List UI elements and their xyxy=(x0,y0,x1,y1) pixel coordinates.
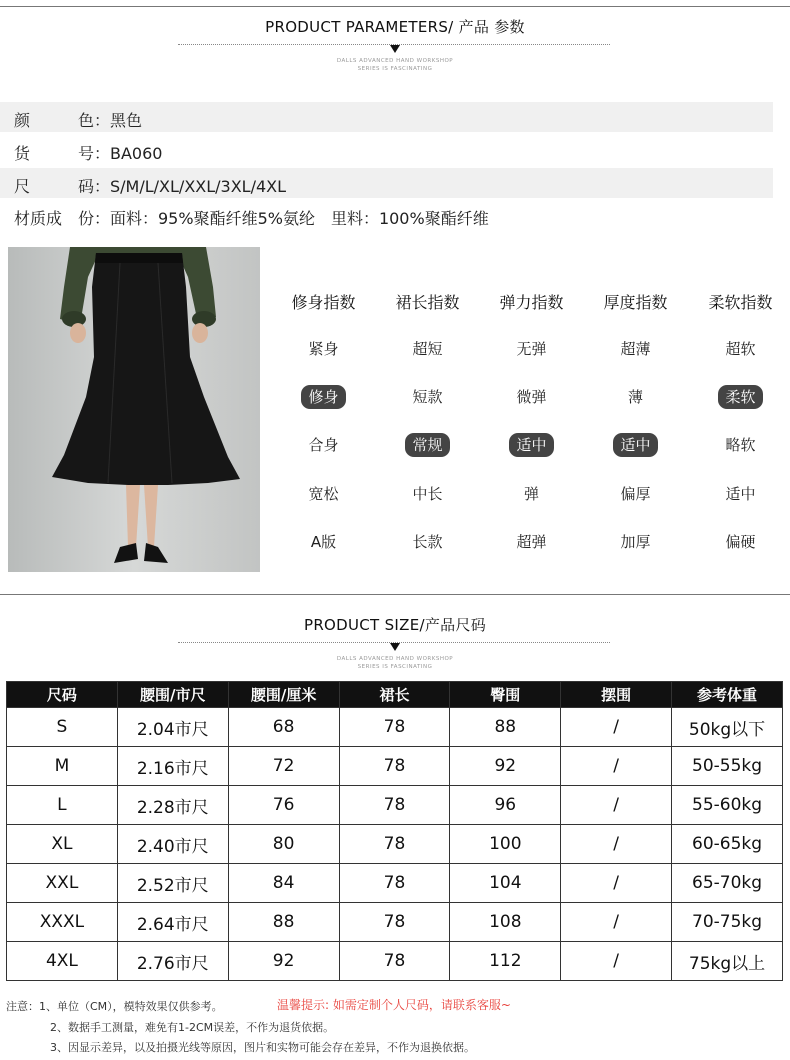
cell-waist-shichi: 2.76市尺 xyxy=(117,942,228,981)
index-option-label: 加厚 xyxy=(620,533,651,551)
index-option xyxy=(688,338,790,359)
cell-size: 4XL xyxy=(7,942,118,981)
index-option xyxy=(375,531,480,552)
index-option xyxy=(583,531,688,552)
index-option-label: 紧身 xyxy=(308,340,339,358)
product-photo xyxy=(8,247,260,572)
cell-waist-shichi: 2.04市尺 xyxy=(117,708,228,747)
header-length: 裙长 xyxy=(339,682,450,708)
index-header: 裙长指数 xyxy=(395,293,460,312)
table-row xyxy=(7,747,783,786)
index-option-label: 无弹 xyxy=(516,340,547,358)
cell-waist-shichi: 2.52市尺 xyxy=(117,864,228,903)
index-option-selected xyxy=(375,434,480,455)
index-option-selected xyxy=(271,386,376,407)
index-option-label: 超弹 xyxy=(516,533,547,551)
param-value: 份：面料：95%聚酯纤维5%氨纶 里料：100%聚酯纤维 xyxy=(78,209,489,228)
cell-weight: 55-60kg xyxy=(672,786,783,825)
cell-waist-shichi: 2.40市尺 xyxy=(117,825,228,864)
param-row-size xyxy=(0,168,773,198)
cell-weight: 65-70kg xyxy=(672,864,783,903)
header-size: 尺码 xyxy=(7,682,118,708)
param-value: 色：黑色 xyxy=(78,111,143,130)
cell-hip: 96 xyxy=(450,786,561,825)
parameters-title: PRODUCT PARAMETERS/ 产品 参数 xyxy=(265,18,525,36)
index-option-label: 弹 xyxy=(523,485,539,503)
index-option-selected xyxy=(688,386,790,407)
cell-weight: 50-55kg xyxy=(672,747,783,786)
cell-size: XXXL xyxy=(7,903,118,942)
cell-hem: / xyxy=(561,708,672,747)
index-option-label: 常规 xyxy=(405,433,449,457)
cell-hip: 104 xyxy=(450,864,561,903)
param-key: 尺 xyxy=(14,177,31,196)
index-option-label: 短款 xyxy=(412,388,443,406)
index-option-label: 长款 xyxy=(412,533,443,551)
micro-line-2: SERIES IS FASCINATING xyxy=(357,66,433,72)
cell-waist-cm: 72 xyxy=(228,747,339,786)
cell-waist-cm: 80 xyxy=(228,825,339,864)
param-key: 货 xyxy=(14,144,31,163)
middle-divider xyxy=(0,594,790,595)
down-triangle-icon xyxy=(390,45,400,53)
cell-size: M xyxy=(7,747,118,786)
param-row-item-number xyxy=(0,135,773,165)
cell-hip: 112 xyxy=(450,942,561,981)
header-hip: 臀围 xyxy=(450,682,561,708)
index-option xyxy=(688,434,790,455)
cell-size: XL xyxy=(7,825,118,864)
micro-line-1: DALLS ADVANCED HAND WORKSHOP xyxy=(336,58,454,64)
index-option xyxy=(688,531,790,552)
param-key: 颜 xyxy=(14,111,31,130)
cell-size: L xyxy=(7,786,118,825)
index-option-label: 宽松 xyxy=(308,485,339,503)
cell-hip: 92 xyxy=(450,747,561,786)
model-illustration xyxy=(8,247,260,572)
table-row xyxy=(7,864,783,903)
index-option xyxy=(583,386,688,407)
cell-waist-shichi: 2.28市尺 xyxy=(117,786,228,825)
table-row xyxy=(7,825,783,864)
index-option-label: 微弹 xyxy=(516,388,547,406)
index-option-label: 合身 xyxy=(308,436,339,454)
index-option-label: 略软 xyxy=(725,436,756,454)
cell-hem: / xyxy=(561,942,672,981)
note-line-2: 2、数据手工测量，难免有1-2CM误差，不作为退货依据。 xyxy=(50,1021,335,1034)
note-line-1: 注意：1、单位（CM），模特效果仅供参考。 xyxy=(6,1000,223,1013)
cell-waist-shichi: 2.16市尺 xyxy=(117,747,228,786)
index-option-label: 中长 xyxy=(412,485,443,503)
index-option xyxy=(375,338,480,359)
index-option xyxy=(271,531,376,552)
index-option xyxy=(375,386,480,407)
cell-length: 78 xyxy=(339,708,450,747)
cell-hip: 100 xyxy=(450,825,561,864)
custom-size-tip: 温馨提示: 如需定制个人尺码，请联系客服~ xyxy=(277,998,511,1012)
index-option xyxy=(479,386,584,407)
cell-size: S xyxy=(7,708,118,747)
index-option xyxy=(271,483,376,504)
cell-waist-shichi: 2.64市尺 xyxy=(117,903,228,942)
cell-size: XXL xyxy=(7,864,118,903)
index-option-selected xyxy=(583,434,688,455)
cell-waist-cm: 92 xyxy=(228,942,339,981)
cell-length: 78 xyxy=(339,864,450,903)
index-option-label: 适中 xyxy=(509,433,553,457)
brand-microtext xyxy=(0,57,790,73)
index-option-label: 修身 xyxy=(301,385,345,409)
index-option xyxy=(479,483,584,504)
param-value: 码：S/M/L/XL/XXL/3XL/4XL xyxy=(78,177,287,196)
cell-waist-cm: 84 xyxy=(228,864,339,903)
table-row xyxy=(7,708,783,747)
table-row xyxy=(7,903,783,942)
note-line-3: 3、因显示差异，以及拍摄光线等原因，图片和实物可能会存在差异，不作为退换依据。 xyxy=(50,1041,475,1054)
index-option-label: 适中 xyxy=(725,485,756,503)
brand-microtext xyxy=(0,655,790,671)
size-title: PRODUCT SIZE/产品尺码 xyxy=(303,616,487,634)
header-waist-cm: 腰围/厘米 xyxy=(228,682,339,708)
cell-length: 78 xyxy=(339,903,450,942)
index-option-selected xyxy=(479,434,584,455)
index-option xyxy=(479,338,584,359)
param-row-material xyxy=(0,200,790,230)
cell-length: 78 xyxy=(339,786,450,825)
index-option xyxy=(271,338,376,359)
index-option xyxy=(271,434,376,455)
cell-hem: / xyxy=(561,747,672,786)
down-triangle-icon xyxy=(390,643,400,651)
param-value: 号：BA060 xyxy=(78,144,163,163)
cell-weight: 60-65kg xyxy=(672,825,783,864)
cell-length: 78 xyxy=(339,942,450,981)
index-option-label: 柔软 xyxy=(718,385,762,409)
cell-hem: / xyxy=(561,864,672,903)
index-option-label: 偏硬 xyxy=(725,533,756,551)
header-waist-shichi: 腰围/市尺 xyxy=(117,682,228,708)
index-option-label: 适中 xyxy=(613,433,657,457)
cell-waist-cm: 76 xyxy=(228,786,339,825)
size-table xyxy=(6,681,783,981)
index-header: 柔软指数 xyxy=(708,293,773,312)
table-row xyxy=(7,786,783,825)
cell-waist-cm: 88 xyxy=(228,903,339,942)
index-option xyxy=(479,531,584,552)
table-row xyxy=(7,942,783,981)
index-header: 弹力指数 xyxy=(499,293,564,312)
index-option-label: A版 xyxy=(310,533,337,551)
micro-line-1: DALLS ADVANCED HAND WORKSHOP xyxy=(336,656,454,662)
micro-line-2: SERIES IS FASCINATING xyxy=(357,664,433,670)
index-option xyxy=(583,483,688,504)
cell-hem: / xyxy=(561,825,672,864)
cell-length: 78 xyxy=(339,747,450,786)
index-header: 修身指数 xyxy=(291,293,356,312)
index-option-label: 超薄 xyxy=(620,340,651,358)
cell-hip: 88 xyxy=(450,708,561,747)
cell-hip: 108 xyxy=(450,903,561,942)
index-option xyxy=(583,338,688,359)
index-option-label: 超软 xyxy=(725,340,756,358)
index-header: 厚度指数 xyxy=(603,293,668,312)
header-weight: 参考体重 xyxy=(672,682,783,708)
cell-weight: 50kg以下 xyxy=(672,708,783,747)
cell-weight: 75kg以上 xyxy=(672,942,783,981)
cell-hem: / xyxy=(561,903,672,942)
cell-weight: 70-75kg xyxy=(672,903,783,942)
cell-waist-cm: 68 xyxy=(228,708,339,747)
param-row-color xyxy=(0,102,773,132)
header-hem: 摆围 xyxy=(561,682,672,708)
index-option-label: 超短 xyxy=(412,340,443,358)
top-divider xyxy=(0,6,790,7)
index-option xyxy=(688,483,790,504)
index-option xyxy=(375,483,480,504)
index-option-label: 偏厚 xyxy=(620,485,651,503)
cell-hem: / xyxy=(561,786,672,825)
size-table-header xyxy=(7,682,783,708)
index-option-label: 薄 xyxy=(627,388,643,406)
param-key: 材质成 xyxy=(14,209,63,228)
cell-length: 78 xyxy=(339,825,450,864)
